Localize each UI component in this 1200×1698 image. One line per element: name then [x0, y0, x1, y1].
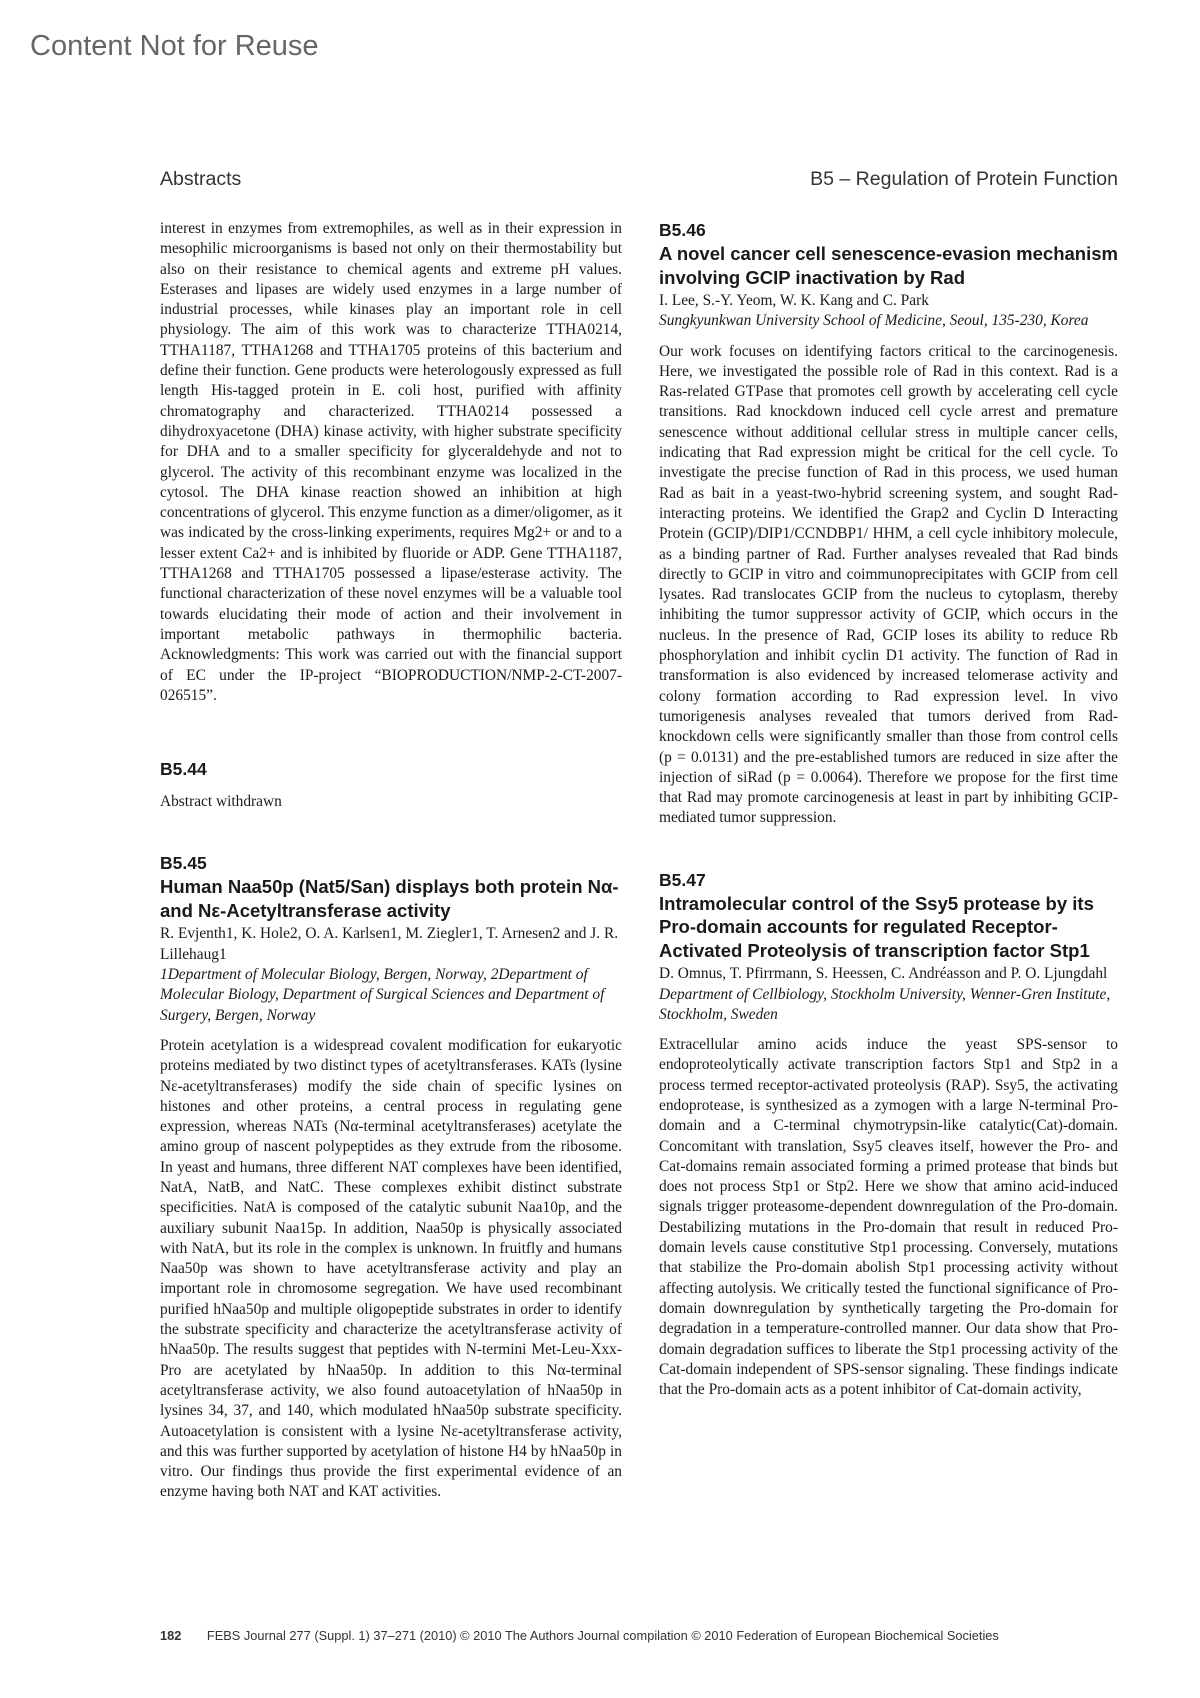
- abstract-title: A novel cancer cell senescence-evasion mechanism involving GCIP inactivation by Rad: [659, 243, 1118, 288]
- page-number: 182: [160, 1628, 182, 1643]
- running-header-left: Abstracts: [160, 168, 242, 190]
- right-column: [659, 219, 1118, 1400]
- page-footer: [160, 1628, 1118, 1643]
- left-column: [160, 219, 622, 1503]
- abstract-withdrawn-note: Abstract withdrawn: [160, 793, 282, 811]
- abstract-authors: I. Lee, S.-Y. Yeom, W. K. Kang and C. Park: [659, 292, 929, 309]
- journal-citation: FEBS Journal 277 (Suppl. 1) 37–271 (2010) © 2010 The Authors Journal compilation © 2010 Federation of European Biochemical Societies: [206, 1628, 999, 1643]
- abstract-affiliation: 1Department of Molecular Biology, Bergen, Norway, 2Department of Molecular Biology, Department of Surgical Sciences and Department of Surgery, Bergen, Norway: [160, 966, 605, 1024]
- watermark: Content Not for Reuse: [30, 30, 319, 62]
- abstract-b545: [160, 852, 622, 1502]
- running-header-right: B5 – Regulation of Protein Function: [810, 168, 1118, 190]
- abstract-code: B5.44: [160, 759, 207, 780]
- abstract-authors: D. Omnus, T. Pfirrmann, S. Heessen, C. Andréasson and P. O. Ljungdahl: [659, 965, 1108, 983]
- abstract-title: Human Naa50p (Nat5/San) displays both protein Nα- and Nε-Acetyltransferase activity: [160, 876, 619, 921]
- abstract-body: Protein acetylation is a widespread covalent modification for eukaryotic proteins mediated by two distinct types of acetyltransferases. KATs (lysine Nε-acetyltransferases) modify the side chain of specific lysines on histones and other proteins, a central process in regulating gene expression, whereas NATs (Nα-terminal acetyltransferases) acetylate the amino group of nascent polypeptides as they extrude from the ribosome. In yeast and humans, three different NAT complexes have been identified, NatA, NatB, and NatC. These complexes exhibit distinct substrate specificities. NatA is composed of the catalytic subunit Naa10p, and the auxiliary subunit Naa15p. In addition, Naa50p is physically associated with NatA, but its role in the complex is unknown. In fruitfly and humans Naa50p was shown to have acetyltransferase activity and play an important role in chromosome segregation. We have used recombinant purified hNaa50p and multiple oligopeptide substrates in order to identify the substrate specificity and characterize the acetyltransferase activity of hNaa50p. The results suggest that peptides with N-termini Met-Leu-Xxx-Pro are acetylated by hNaa50p. In addition to this Nα-terminal acetyltransferase activity, we also found autoacetylation of hNaa50p in lysines 34, 37, and 140, which modulated hNaa50p substrate specificity. Autoacetylation is consistent with a lysine Nε-acetyltransferase activity, and this was further supported by acetylation of histone H4 by hNaa50p in vitro. Our findings thus provide the first experimental evidence of an enzyme having both NAT and KAT activities.: [160, 1036, 622, 1501]
- abstract-body: Our work focuses on identifying factors critical to the carcinogenesis. Here, we investigated the possible role of Rad in this context. Rad is a Ras-related GTPase that promotes cell growth by accelerating cell cycle transitions. Rad knockdown induced cell cycle arrest and premature senescence without additional cellular stress in multiple cancer cells, indicating that Rad expression might be critical for the cell cycle. To investigate the precise function of Rad in this process, we used human Rad as bait in a yeast-two-hybrid screening system, and sought Rad-interacting proteins. We identified the Grap2 and Cyclin D Interacting Protein (GCIP)/DIP1/CCNDBP1/ HHM, a cell cycle inhibitory molecule, as a binding partner of Rad. Further analyses revealed that Rad binds directly to GCIP in vitro and coimmunoprecipitates with GCIP from cell lysates. Rad translocates GCIP from the nucleus to cytoplasm, thereby inhibiting the tumor suppressor activity of GCIP, which occurs in the nucleus. In the presence of Rad, GCIP loses its ability to reduce Rb phosphorylation and inhibit cyclin D1 activity. The function of Rad in transformation is also evidenced by increased telomerase activity and colony formation according to Rad expression level. In vivo tumorigenesis analyses revealed that tumors derived from Rad-knockdown cells were significantly smaller than those from control cells (p = 0.0131) and the pre-established tumors are reduced in size after the injection of siRad (p = 0.0064). Therefore we propose for the first time that Rad may promote carcinogenesis at least in part by inhibiting GCIP-mediated tumor suppression.: [659, 342, 1118, 827]
- abstract-body: Extracellular amino acids induce the yeast SPS-sensor to endoproteolytically activate transcription factors Stp1 and Stp2 in a process termed receptor-activated proteolysis (RAP). Ssy5, the activating endoprotease, is synthesized as a zymogen with a large N-terminal Pro-domain and a C-terminal chymotrypsin-like catalytic(Cat)-domain. Concomitant with translation, Ssy5 cleaves itself, however the Pro- and Cat-domains remain associated forming a primed protease that binds but does not process Stp1 or Stp2. Here we show that amino acid-induced signals trigger proteasome-dependent downregulation of the Pro-domain. Destabilizing mutations in the Pro-domain that result in reduced Pro-domain levels cause constitutive Stp1 processing. Conversely, mutations that stabilize the Pro-domain abolish Stp1 processing activity without affecting autolysis. We critically tested the functional significance of Pro-domain downregulation by synthetically targeting the Pro-domain for degradation in a temperature-controlled manner. Our data show that Pro-domain degradation suffices to liberate the Stp1 processing activity of the Cat-domain independent of SPS-sensor signaling. These findings indicate that the Pro-domain acts as a potent inhibitor of Cat-domain activity,: [659, 1036, 1118, 1399]
- abstract-authors: R. Evjenth1, K. Hole2, O. A. Karlsen1, M. Ziegler1, T. Arnesen2 and J. R. Lillehaug1: [160, 925, 619, 963]
- abstract-b547: [659, 869, 1118, 1401]
- abstract-b546: [659, 219, 1118, 829]
- abstract-title: Intramolecular control of the Ssy5 protease by its Pro-domain accounts for regulated Receptor-Activated Proteolysis of transcription factor Stp1: [659, 892, 1094, 961]
- abstract-code: B5.46: [659, 220, 706, 240]
- abstract-affiliation: Department of Cellbiology, Stockholm University, Wenner-Gren Institute, Stockholm, Sweden: [659, 985, 1111, 1023]
- abstract-code: B5.45: [160, 853, 207, 874]
- abstract-code: B5.47: [659, 869, 706, 890]
- abstract-affiliation: Sungkyunkwan University School of Medicine, Seoul, 135-230, Korea: [659, 312, 1089, 330]
- abstract-b544: [160, 758, 622, 812]
- continued-abstract-text: interest in enzymes from extremophiles, as well as in their expression in mesophilic microorganisms is based not only on their thermostability but also on their resistance to chemical agents and extreme pH values. Esterases and lipases are widely used enzymes in a large number of industrial processes, while kinases play an important role in cell physiology. The aim of this work was to characterize TTHA0214, TTHA1187, TTHA1268 and TTHA1705 proteins of this bacterium and define their function. Gene products were heterologously expressed as full length His-tagged protein in E. coli host, purified with affinity chromatography and characterized. TTHA0214 possessed a dihydroxyacetone (DHA) kinase activity, with higher substrate specificity for DHA and to a smaller specificity for glyceraldehyde and not to glycerol. The activity of this recombinant enzyme was localized in the cytosol. The DHA kinase reaction showed an inhibition at high concentrations of glycerol. This enzyme function as a dimer/oligomer, as it was indicated by the cross-linking experiments, requires Mg2+ or and to a lesser extent Ca2+ and is inhibited by fluoride or ADP. Gene TTHA1187, TTHA1268 and TTHA1705 possessed a lipase/esterase activity. The functional characterization of these novel enzymes will be a valuable tool towards elucidating their mode of action and their involvement in important metabolic pathways in thermophilic bacteria. Acknowledgments: This work was carried out with the financial support of EC under the IP-project “BIOPRODUCTION/NMP-2-CT-2007-026515”.: [160, 220, 622, 704]
